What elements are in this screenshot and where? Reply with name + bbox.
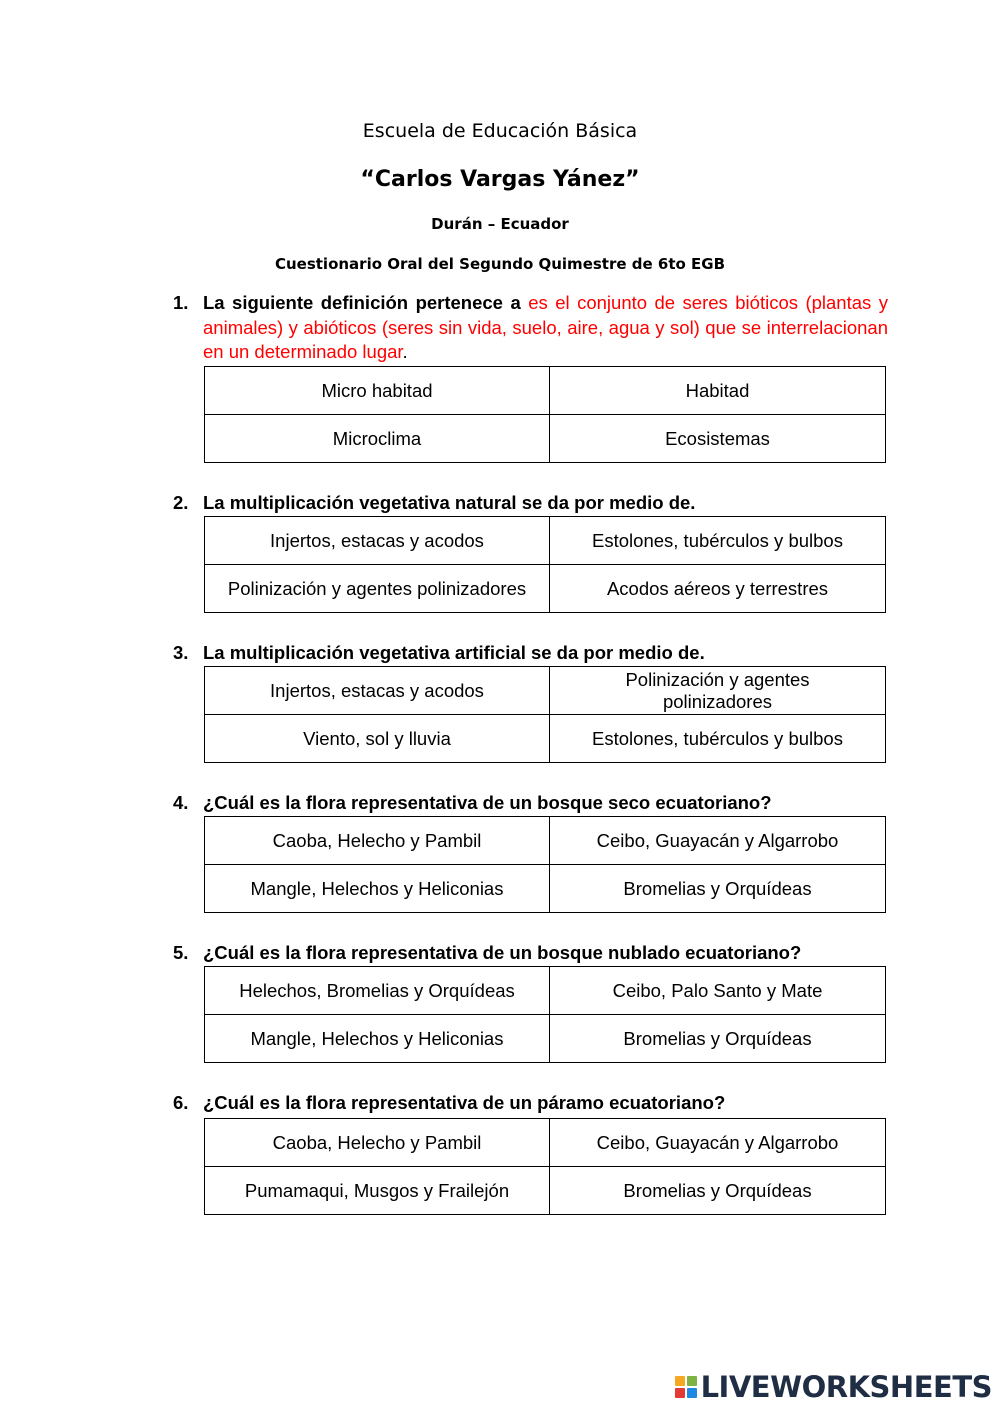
question-6 (173, 1091, 888, 1116)
quiz-title: Cuestionario Oral del Segundo Quimestre de 6to EGB (274, 255, 726, 273)
question-3 (173, 641, 888, 666)
question-number: 3. (173, 642, 189, 663)
question-text-end: . (402, 341, 408, 362)
option-cell[interactable]: Polinización y agentes polinizadores (205, 565, 550, 613)
logo-squares-icon (675, 1376, 697, 1398)
logo-square (687, 1376, 697, 1386)
question-text: La multiplicación vegetativa artificial se da por medio de. (203, 642, 705, 663)
logo-text: LIVEWORKSHEETS (700, 1370, 992, 1404)
question-number: 2. (173, 492, 189, 513)
options-row (205, 1119, 886, 1167)
options-table-6 (204, 1118, 886, 1215)
options-row (205, 1167, 886, 1215)
option-cell[interactable]: Pumamaqui, Musgos y Frailejón (205, 1167, 550, 1215)
question-2 (173, 491, 888, 516)
options-table-2 (204, 516, 886, 613)
options-row (205, 517, 886, 565)
option-cell[interactable]: Caoba, Helecho y Pambil (205, 817, 550, 865)
options-row (205, 865, 886, 913)
option-cell[interactable]: Ceibo, Palo Santo y Mate (550, 967, 886, 1015)
question-text: ¿Cuál es la flora representativa de un páramo ecuatoriano? (203, 1092, 726, 1113)
option-cell[interactable]: Mangle, Helechos y Heliconias (205, 865, 550, 913)
question-number: 4. (173, 792, 189, 813)
option-cell[interactable]: Microclima (205, 415, 550, 463)
options-table-1 (204, 366, 886, 463)
logo-square (675, 1388, 685, 1398)
liveworksheets-logo (675, 1367, 992, 1407)
option-cell[interactable]: Acodos aéreos y terrestres (550, 565, 886, 613)
option-cell[interactable]: Estolones, tubérculos y bulbos (550, 715, 886, 763)
question-number: 5. (173, 942, 189, 963)
question-text (203, 291, 888, 365)
option-cell[interactable]: Polinización y agentes polinizadores (550, 667, 886, 715)
options-table-3 (204, 666, 886, 763)
option-cell[interactable]: Caoba, Helecho y Pambil (205, 1119, 550, 1167)
question-text: ¿Cuál es la flora representativa de un bosque seco ecuatoriano? (203, 792, 772, 813)
options-row (205, 667, 886, 715)
option-cell[interactable]: Mangle, Helechos y Heliconias (205, 1015, 550, 1063)
logo-square (675, 1376, 685, 1386)
options-row (205, 415, 886, 463)
options-row (205, 967, 886, 1015)
option-cell[interactable]: Ecosistemas (550, 415, 886, 463)
option-cell[interactable]: Viento, sol y lluvia (205, 715, 550, 763)
question-1 (173, 291, 888, 365)
question-text: La multiplicación vegetativa natural se da por medio de. (203, 492, 696, 513)
options-row (205, 1015, 886, 1063)
option-cell[interactable]: Estolones, tubérculos y bulbos (550, 517, 886, 565)
option-cell[interactable]: Injertos, estacas y acodos (205, 667, 550, 715)
option-cell[interactable]: Helechos, Bromelias y Orquídeas (205, 967, 550, 1015)
location-line: Durán – Ecuador (431, 215, 569, 233)
school-line: Escuela de Educación Básica (362, 120, 638, 142)
question-number: 1. (173, 292, 189, 313)
question-5 (173, 941, 888, 966)
options-row (205, 715, 886, 763)
question-number: 6. (173, 1092, 189, 1113)
options-table-4 (204, 816, 886, 913)
question-text: ¿Cuál es la flora representativa de un bosque nublado ecuatoriano? (203, 942, 802, 963)
options-row (205, 565, 886, 613)
option-cell[interactable]: Ceibo, Guayacán y Algarrobo (550, 817, 886, 865)
option-cell[interactable]: Bromelias y Orquídeas (550, 1167, 886, 1215)
definition-text: es el conjunto de seres bióticos (plantas y animales) y abióticos (seres sin vida, suelo, aire, agua y sol) que se interrelacionan en un determinado lugar (203, 292, 888, 362)
option-cell[interactable]: Bromelias y Orquídeas (550, 1015, 886, 1063)
logo-square (687, 1388, 697, 1398)
option-cell[interactable]: Ceibo, Guayacán y Algarrobo (550, 1119, 886, 1167)
option-cell[interactable]: Injertos, estacas y acodos (205, 517, 550, 565)
question-text-bold: La siguiente definición pertenece a (203, 292, 521, 313)
option-cell[interactable]: Micro habitad (205, 367, 550, 415)
option-cell[interactable]: Bromelias y Orquídeas (550, 865, 886, 913)
option-cell[interactable]: Habitad (550, 367, 886, 415)
options-row (205, 817, 886, 865)
options-row (205, 367, 886, 415)
options-table-5 (204, 966, 886, 1063)
question-4 (173, 791, 888, 816)
school-name: “Carlos Vargas Yánez” (360, 167, 640, 192)
